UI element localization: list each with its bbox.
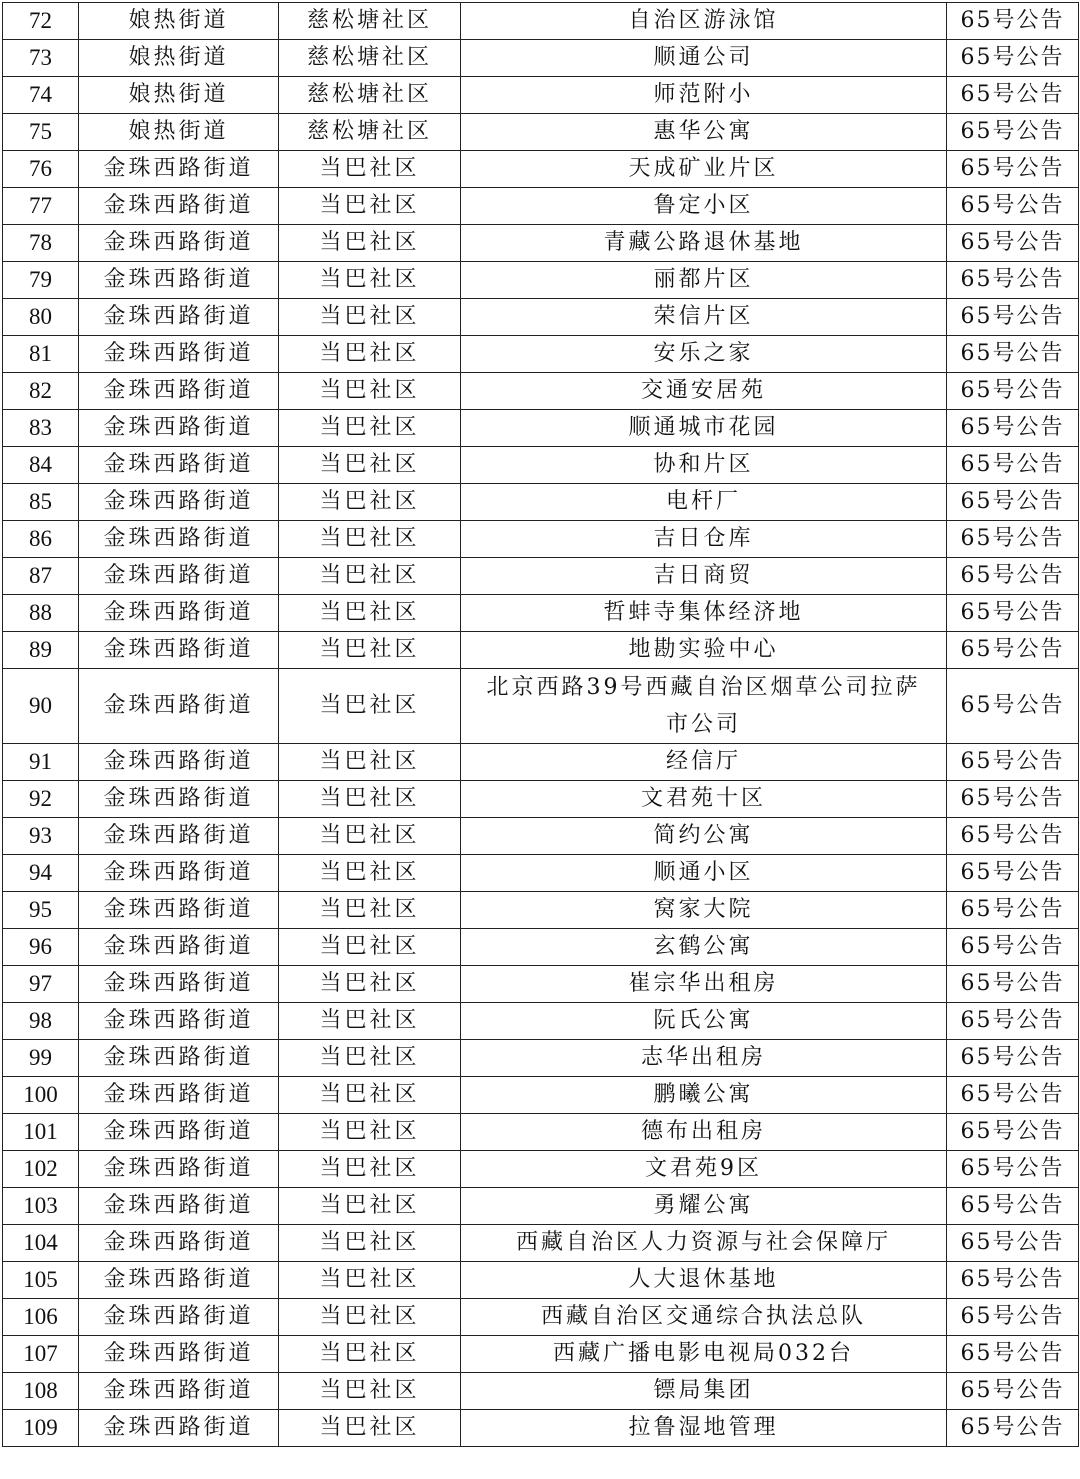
table-body [3, 3, 1079, 1447]
street-cell: 金珠西路街道 [79, 1336, 279, 1373]
row-number-cell: 80 [3, 299, 79, 336]
row-number-cell: 73 [3, 40, 79, 77]
location-cell: 荣信片区 [461, 299, 947, 336]
row-number-cell: 106 [3, 1299, 79, 1336]
community-cell: 当巴社区 [279, 595, 461, 632]
community-cell: 当巴社区 [279, 336, 461, 373]
notice-cell: 65号公告 [947, 262, 1079, 299]
community-cell: 当巴社区 [279, 484, 461, 521]
row-number-cell: 87 [3, 558, 79, 595]
location-cell: 青藏公路退休基地 [461, 225, 947, 262]
street-cell: 金珠西路街道 [79, 669, 279, 744]
notice-cell: 65号公告 [947, 1077, 1079, 1114]
row-number-cell: 95 [3, 892, 79, 929]
location-cell: 地勘实验中心 [461, 632, 947, 669]
table-row [3, 373, 1079, 410]
community-cell: 当巴社区 [279, 1299, 461, 1336]
table-row [3, 1077, 1079, 1114]
location-cell: 安乐之家 [461, 336, 947, 373]
notice-cell: 65号公告 [947, 77, 1079, 114]
community-cell: 当巴社区 [279, 632, 461, 669]
notice-cell: 65号公告 [947, 892, 1079, 929]
notice-cell: 65号公告 [947, 818, 1079, 855]
notice-cell: 65号公告 [947, 299, 1079, 336]
street-cell: 金珠西路街道 [79, 818, 279, 855]
notice-cell: 65号公告 [947, 1040, 1079, 1077]
community-cell: 当巴社区 [279, 1040, 461, 1077]
table-row [3, 1151, 1079, 1188]
notice-cell: 65号公告 [947, 1410, 1079, 1447]
street-cell: 金珠西路街道 [79, 781, 279, 818]
street-cell: 金珠西路街道 [79, 1077, 279, 1114]
location-cell: 西藏自治区人力资源与社会保障厅 [461, 1225, 947, 1262]
table-row [3, 632, 1079, 669]
street-cell: 金珠西路街道 [79, 299, 279, 336]
notice-cell: 65号公告 [947, 1225, 1079, 1262]
community-cell: 当巴社区 [279, 744, 461, 781]
community-cell: 慈松塘社区 [279, 3, 461, 40]
street-cell: 金珠西路街道 [79, 1225, 279, 1262]
notice-cell: 65号公告 [947, 151, 1079, 188]
location-cell: 镖局集团 [461, 1373, 947, 1410]
table-row [3, 114, 1079, 151]
row-number-cell: 82 [3, 373, 79, 410]
row-number-cell: 85 [3, 484, 79, 521]
table-row [3, 818, 1079, 855]
row-number-cell: 105 [3, 1262, 79, 1299]
street-cell: 金珠西路街道 [79, 1188, 279, 1225]
notice-cell: 65号公告 [947, 225, 1079, 262]
community-cell: 当巴社区 [279, 151, 461, 188]
community-cell: 慈松塘社区 [279, 40, 461, 77]
row-number-cell: 109 [3, 1410, 79, 1447]
row-number-cell: 76 [3, 151, 79, 188]
notice-cell: 65号公告 [947, 336, 1079, 373]
location-cell: 哲蚌寺集体经济地 [461, 595, 947, 632]
table-row [3, 336, 1079, 373]
location-cell: 吉日仓库 [461, 521, 947, 558]
street-cell: 金珠西路街道 [79, 855, 279, 892]
community-cell: 当巴社区 [279, 373, 461, 410]
street-cell: 金珠西路街道 [79, 1299, 279, 1336]
community-cell: 当巴社区 [279, 669, 461, 744]
location-cell: 拉鲁湿地管理 [461, 1410, 947, 1447]
notice-cell: 65号公告 [947, 40, 1079, 77]
table-row [3, 1410, 1079, 1447]
location-cell: 天成矿业片区 [461, 151, 947, 188]
row-number-cell: 90 [3, 669, 79, 744]
location-cell: 吉日商贸 [461, 558, 947, 595]
row-number-cell: 108 [3, 1373, 79, 1410]
location-cell: 简约公寓 [461, 818, 947, 855]
community-cell: 当巴社区 [279, 892, 461, 929]
row-number-cell: 86 [3, 521, 79, 558]
table-row [3, 262, 1079, 299]
community-cell: 当巴社区 [279, 1373, 461, 1410]
location-cell: 经信厅 [461, 744, 947, 781]
table-row [3, 521, 1079, 558]
community-cell: 当巴社区 [279, 929, 461, 966]
location-cell: 文君苑9区 [461, 1151, 947, 1188]
table-row [3, 299, 1079, 336]
street-cell: 金珠西路街道 [79, 1003, 279, 1040]
notice-cell: 65号公告 [947, 521, 1079, 558]
notice-cell: 65号公告 [947, 855, 1079, 892]
table-row [3, 558, 1079, 595]
street-cell: 金珠西路街道 [79, 262, 279, 299]
street-cell: 金珠西路街道 [79, 632, 279, 669]
community-cell: 当巴社区 [279, 1410, 461, 1447]
table-row [3, 595, 1079, 632]
notice-cell: 65号公告 [947, 1151, 1079, 1188]
community-cell: 当巴社区 [279, 262, 461, 299]
table-row [3, 744, 1079, 781]
notice-cell: 65号公告 [947, 1299, 1079, 1336]
row-number-cell: 72 [3, 3, 79, 40]
notice-cell: 65号公告 [947, 744, 1079, 781]
location-cell: 顺通公司 [461, 40, 947, 77]
location-cell: 西藏广播电影电视局032台 [461, 1336, 947, 1373]
row-number-cell: 89 [3, 632, 79, 669]
location-cell: 志华出租房 [461, 1040, 947, 1077]
street-cell: 金珠西路街道 [79, 484, 279, 521]
table-row [3, 1299, 1079, 1336]
community-cell: 当巴社区 [279, 966, 461, 1003]
community-cell: 当巴社区 [279, 1003, 461, 1040]
location-cell: 德布出租房 [461, 1114, 947, 1151]
street-cell: 金珠西路街道 [79, 410, 279, 447]
location-cell: 阮氏公寓 [461, 1003, 947, 1040]
table-row [3, 929, 1079, 966]
row-number-cell: 75 [3, 114, 79, 151]
notice-cell: 65号公告 [947, 669, 1079, 744]
community-cell: 当巴社区 [279, 447, 461, 484]
row-number-cell: 100 [3, 1077, 79, 1114]
community-cell: 当巴社区 [279, 521, 461, 558]
table-row [3, 1262, 1079, 1299]
notice-cell: 65号公告 [947, 966, 1079, 1003]
table-row [3, 410, 1079, 447]
table-row [3, 1040, 1079, 1077]
location-cell: 崔宗华出租房 [461, 966, 947, 1003]
location-cell: 玄鹤公寓 [461, 929, 947, 966]
row-number-cell: 98 [3, 1003, 79, 1040]
notice-cell: 65号公告 [947, 373, 1079, 410]
notice-cell: 65号公告 [947, 410, 1079, 447]
community-cell: 当巴社区 [279, 1336, 461, 1373]
community-cell: 当巴社区 [279, 1151, 461, 1188]
location-cell: 惠华公寓 [461, 114, 947, 151]
community-cell: 慈松塘社区 [279, 77, 461, 114]
row-number-cell: 83 [3, 410, 79, 447]
row-number-cell: 92 [3, 781, 79, 818]
row-number-cell: 94 [3, 855, 79, 892]
table-row [3, 1114, 1079, 1151]
location-cell: 北京西路39号西藏自治区烟草公司拉萨市公司 [461, 669, 947, 744]
row-number-cell: 74 [3, 77, 79, 114]
location-cell: 鹏曦公寓 [461, 1077, 947, 1114]
location-cell: 顺通城市花园 [461, 410, 947, 447]
street-cell: 金珠西路街道 [79, 966, 279, 1003]
street-cell: 金珠西路街道 [79, 1040, 279, 1077]
location-cell: 协和片区 [461, 447, 947, 484]
row-number-cell: 97 [3, 966, 79, 1003]
row-number-cell: 77 [3, 188, 79, 225]
community-cell: 慈松塘社区 [279, 114, 461, 151]
notice-cell: 65号公告 [947, 114, 1079, 151]
notice-cell: 65号公告 [947, 1336, 1079, 1373]
location-cell: 勇耀公寓 [461, 1188, 947, 1225]
notice-cell: 65号公告 [947, 484, 1079, 521]
location-cell: 窝家大院 [461, 892, 947, 929]
row-number-cell: 81 [3, 336, 79, 373]
table-row [3, 855, 1079, 892]
row-number-cell: 103 [3, 1188, 79, 1225]
location-cell: 电杆厂 [461, 484, 947, 521]
table-row [3, 892, 1079, 929]
notice-cell: 65号公告 [947, 1114, 1079, 1151]
street-cell: 金珠西路街道 [79, 1151, 279, 1188]
table-row [3, 669, 1079, 744]
street-cell: 金珠西路街道 [79, 188, 279, 225]
notice-cell: 65号公告 [947, 1373, 1079, 1410]
table-row [3, 1003, 1079, 1040]
community-cell: 当巴社区 [279, 410, 461, 447]
street-cell: 金珠西路街道 [79, 1262, 279, 1299]
table-row [3, 1225, 1079, 1262]
street-cell: 金珠西路街道 [79, 1373, 279, 1410]
street-cell: 金珠西路街道 [79, 558, 279, 595]
street-cell: 金珠西路街道 [79, 447, 279, 484]
street-cell: 金珠西路街道 [79, 1114, 279, 1151]
street-cell: 金珠西路街道 [79, 1410, 279, 1447]
location-cell: 文君苑十区 [461, 781, 947, 818]
location-cell: 西藏自治区交通综合执法总队 [461, 1299, 947, 1336]
community-cell: 当巴社区 [279, 299, 461, 336]
table-row [3, 225, 1079, 262]
data-table [2, 2, 1079, 1447]
community-cell: 当巴社区 [279, 1188, 461, 1225]
table-row [3, 3, 1079, 40]
notice-cell: 65号公告 [947, 188, 1079, 225]
location-cell: 丽都片区 [461, 262, 947, 299]
table-row [3, 1336, 1079, 1373]
notice-cell: 65号公告 [947, 929, 1079, 966]
table-row [3, 1188, 1079, 1225]
notice-cell: 65号公告 [947, 595, 1079, 632]
notice-cell: 65号公告 [947, 1188, 1079, 1225]
table-row [3, 484, 1079, 521]
location-cell: 交通安居苑 [461, 373, 947, 410]
row-number-cell: 88 [3, 595, 79, 632]
table-row [3, 40, 1079, 77]
community-cell: 当巴社区 [279, 225, 461, 262]
street-cell: 金珠西路街道 [79, 151, 279, 188]
community-cell: 当巴社区 [279, 855, 461, 892]
street-cell: 娘热街道 [79, 3, 279, 40]
row-number-cell: 102 [3, 1151, 79, 1188]
row-number-cell: 99 [3, 1040, 79, 1077]
notice-cell: 65号公告 [947, 558, 1079, 595]
location-cell: 自治区游泳馆 [461, 3, 947, 40]
notice-cell: 65号公告 [947, 447, 1079, 484]
table-row [3, 77, 1079, 114]
row-number-cell: 84 [3, 447, 79, 484]
row-number-cell: 91 [3, 744, 79, 781]
community-cell: 当巴社区 [279, 781, 461, 818]
street-cell: 金珠西路街道 [79, 929, 279, 966]
street-cell: 金珠西路街道 [79, 521, 279, 558]
row-number-cell: 96 [3, 929, 79, 966]
location-cell: 顺通小区 [461, 855, 947, 892]
street-cell: 金珠西路街道 [79, 225, 279, 262]
table-row [3, 781, 1079, 818]
notice-cell: 65号公告 [947, 3, 1079, 40]
location-cell: 人大退休基地 [461, 1262, 947, 1299]
community-cell: 当巴社区 [279, 818, 461, 855]
table-row [3, 1373, 1079, 1410]
table-row [3, 151, 1079, 188]
row-number-cell: 78 [3, 225, 79, 262]
street-cell: 金珠西路街道 [79, 892, 279, 929]
community-cell: 当巴社区 [279, 558, 461, 595]
table-row [3, 188, 1079, 225]
row-number-cell: 79 [3, 262, 79, 299]
row-number-cell: 104 [3, 1225, 79, 1262]
location-cell: 鲁定小区 [461, 188, 947, 225]
street-cell: 金珠西路街道 [79, 373, 279, 410]
street-cell: 金珠西路街道 [79, 744, 279, 781]
community-cell: 当巴社区 [279, 1225, 461, 1262]
community-cell: 当巴社区 [279, 1262, 461, 1299]
table-row [3, 966, 1079, 1003]
table-row [3, 447, 1079, 484]
street-cell: 娘热街道 [79, 77, 279, 114]
street-cell: 金珠西路街道 [79, 336, 279, 373]
notice-cell: 65号公告 [947, 781, 1079, 818]
street-cell: 娘热街道 [79, 40, 279, 77]
community-cell: 当巴社区 [279, 1114, 461, 1151]
notice-cell: 65号公告 [947, 1003, 1079, 1040]
community-cell: 当巴社区 [279, 188, 461, 225]
notice-cell: 65号公告 [947, 1262, 1079, 1299]
street-cell: 娘热街道 [79, 114, 279, 151]
row-number-cell: 101 [3, 1114, 79, 1151]
row-number-cell: 93 [3, 818, 79, 855]
street-cell: 金珠西路街道 [79, 595, 279, 632]
row-number-cell: 107 [3, 1336, 79, 1373]
community-cell: 当巴社区 [279, 1077, 461, 1114]
location-cell: 师范附小 [461, 77, 947, 114]
notice-cell: 65号公告 [947, 632, 1079, 669]
